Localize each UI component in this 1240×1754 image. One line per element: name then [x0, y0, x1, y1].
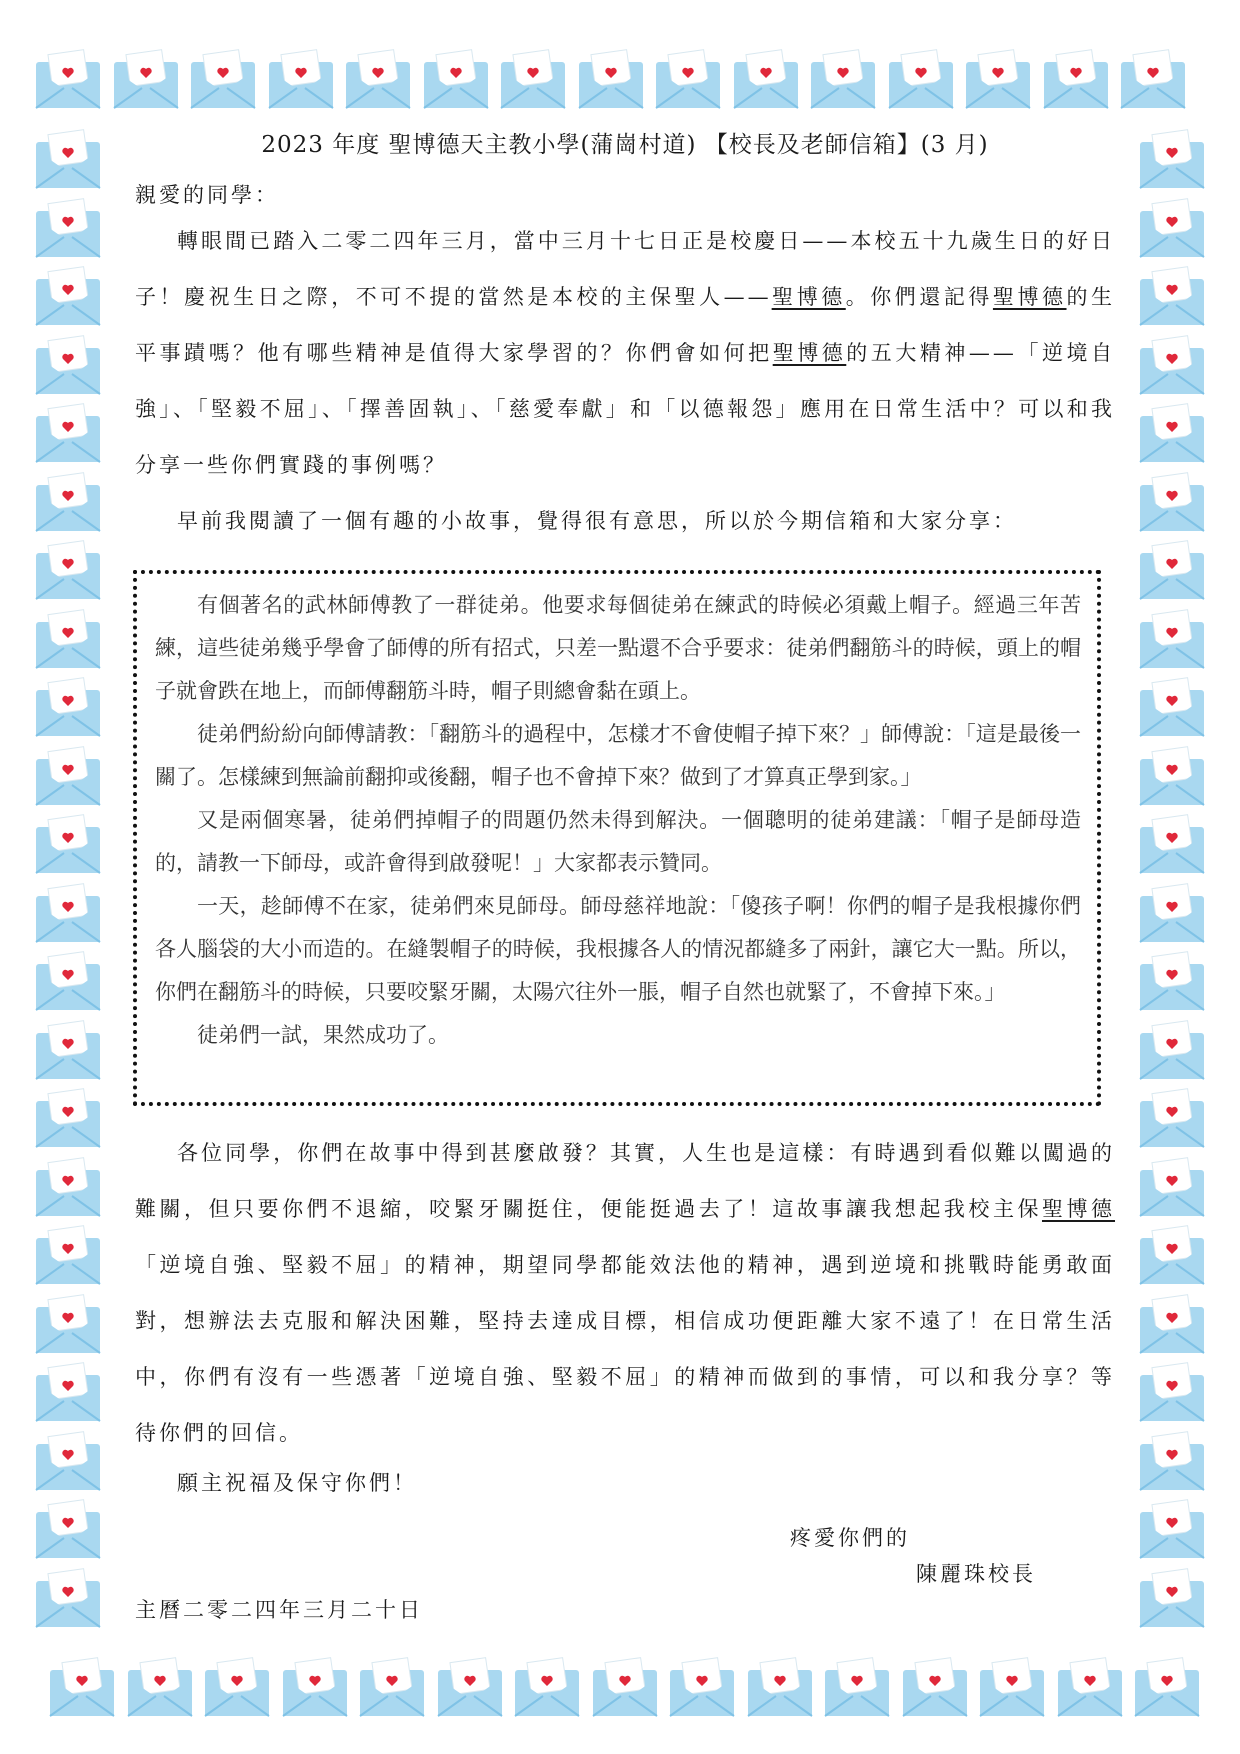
envelope-heart-icon [34, 197, 102, 259]
envelope-heart-icon [1056, 1656, 1124, 1718]
envelope-heart-icon [1119, 48, 1187, 110]
reflection-text-b: 「逆境自強、堅毅不屈」的精神，期望同學都能效法他的精神，遇到逆境和挑戰時能勇敢面對，想辦法去克服和解決困難，堅持去達成目標，相信成功便距離大家不遠了！在日常生活中，你們有沒有一些憑著「逆境自強、堅毅不屈」的精神而做到的事情，可以和我分享？等待你們的回信。 [135, 1253, 1115, 1445]
reflection-text-a: 各位同學，你們在故事中得到甚麼啟發？其實，人生也是這樣：有時遇到看似難以闖過的難關，但只要你們不退縮，咬緊牙關挺住，便能挺過去了！這故事讓我想起我校主保 [135, 1141, 1115, 1221]
saint-name-2: 聖博德 [992, 285, 1067, 309]
envelope-heart-icon [513, 1656, 581, 1718]
blessing: 願主祝福及保守你們！ [177, 1471, 417, 1495]
story-paragraph-3: 又是兩個寒暑，徒弟們掉帽子的問題仍然未得到解決。一個聰明的徒弟建議：「帽子是師母造的，請教一下師母，或許會得到啟發呢！」大家都表示贊同。 [155, 808, 1081, 875]
envelope-heart-icon [499, 48, 567, 110]
story-paragraph-2: 徒弟們紛紛向師傅請教：「翻筋斗的過程中，怎樣才不會使帽子掉下來？」師傅說：「這是最後一關了。怎樣練到無論前翻抑或後翻，帽子也不會掉下來？做到了才算真正學到家。」 [155, 722, 1081, 789]
envelope-heart-icon [978, 1656, 1046, 1718]
envelope-heart-icon [1138, 608, 1206, 670]
envelope-heart-icon [1138, 402, 1206, 464]
saint-name-1: 聖博德 [771, 285, 846, 309]
envelope-heart-icon [1138, 950, 1206, 1012]
envelope-heart-icon [34, 1156, 102, 1218]
envelope-heart-icon [591, 1656, 659, 1718]
envelope-heart-icon [34, 745, 102, 807]
envelope-heart-icon [34, 334, 102, 396]
envelope-heart-icon [189, 48, 257, 110]
envelope-heart-icon [1138, 1019, 1206, 1081]
envelope-heart-icon [1133, 1656, 1201, 1718]
envelope-heart-icon [1138, 128, 1206, 190]
envelope-heart-icon [34, 1567, 102, 1629]
envelope-heart-icon [668, 1656, 736, 1718]
letter-title: 2023 年度 聖博德天主教小學(蒲崗村道) 【校長及老師信箱】(3 月) [261, 132, 989, 158]
envelope-heart-icon [577, 48, 645, 110]
greeting: 親愛的同學： [135, 183, 279, 207]
envelope-heart-icon [34, 950, 102, 1012]
envelope-heart-icon [1138, 197, 1206, 259]
story-box [133, 570, 1101, 1106]
envelope-heart-icon [1138, 334, 1206, 396]
envelope-heart-icon [112, 48, 180, 110]
letter-date: 主曆二零二四年三月二十日 [135, 1598, 423, 1622]
envelope-heart-icon [1138, 265, 1206, 327]
envelope-heart-icon [34, 128, 102, 190]
envelope-heart-icon [34, 813, 102, 875]
envelope-heart-icon [1138, 1567, 1206, 1629]
envelope-heart-icon [267, 48, 335, 110]
intro-paragraph-2: 早前我閱讀了一個有趣的小故事，覺得很有意思，所以於今期信箱和大家分享： [177, 509, 1017, 533]
envelope-heart-icon [823, 1656, 891, 1718]
intro-text-c: 的生平事蹟嗎？他有哪些精神是值得大家學習的？你們會如何把 [135, 285, 1116, 365]
envelope-heart-icon [34, 676, 102, 738]
envelope-heart-icon [34, 1224, 102, 1286]
envelope-heart-icon [34, 1087, 102, 1149]
envelope-heart-icon [34, 1019, 102, 1081]
envelope-heart-icon [48, 1656, 116, 1718]
envelope-heart-icon [1138, 1430, 1206, 1492]
intro-paragraph-1 [135, 213, 1115, 493]
signature: 陳麗珠校長 [916, 1562, 1036, 1586]
envelope-heart-icon [34, 265, 102, 327]
envelope-heart-icon [1138, 471, 1206, 533]
envelope-heart-icon [358, 1656, 426, 1718]
envelope-heart-icon [126, 1656, 194, 1718]
envelope-heart-icon [1138, 1224, 1206, 1286]
envelope-heart-icon [809, 48, 877, 110]
envelope-heart-icon [1138, 1361, 1206, 1423]
envelope-heart-icon [34, 471, 102, 533]
envelope-heart-icon [1042, 48, 1110, 110]
story-paragraph-5: 徒弟們一試，果然成功了。 [197, 1023, 449, 1047]
envelope-heart-icon [1138, 1156, 1206, 1218]
envelope-heart-icon [1138, 1087, 1206, 1149]
envelope-heart-icon [34, 402, 102, 464]
envelope-heart-icon [1138, 882, 1206, 944]
reflection-paragraph [135, 1125, 1115, 1461]
envelope-heart-icon [1138, 745, 1206, 807]
letter-body [135, 125, 1115, 549]
intro-text-d: 的五大精神——「逆境自強」、「堅毅不屈」、「擇善固執」、「慈愛奉獻」和「以德報怨」應用在日常生活中？可以和我分享一些你們實踐的事例嗎？ [135, 341, 1116, 477]
envelope-heart-icon [901, 1656, 969, 1718]
envelope-heart-icon [1138, 1293, 1206, 1355]
envelope-heart-icon [34, 539, 102, 601]
envelope-heart-icon [344, 48, 412, 110]
envelope-heart-icon [436, 1656, 504, 1718]
envelope-heart-icon [34, 1430, 102, 1492]
envelope-heart-icon [887, 48, 955, 110]
saint-name-4: 聖博德 [1041, 1197, 1116, 1221]
envelope-heart-icon [34, 1361, 102, 1423]
envelope-heart-icon [34, 608, 102, 670]
story-paragraph-4: 一天，趁師傅不在家，徒弟們來見師母。師母慈祥地說：「傻孩子啊！你們的帽子是我根據你們各人腦袋的大小而造的。在縫製帽子的時候，我根據各人的情況都縫多了兩針，讓它大一點。所以，你們在翻筋斗的時候，只要咬緊牙關，太陽穴往外一脹，帽子自然也就緊了，不會掉下來。」 [155, 894, 1081, 1004]
envelope-heart-icon [654, 48, 722, 110]
envelope-heart-icon [1138, 676, 1206, 738]
envelope-heart-icon [203, 1656, 271, 1718]
intro-text-b: 。你們還記得 [845, 285, 993, 309]
envelope-heart-icon [1138, 1498, 1206, 1560]
reflection-section [135, 1125, 1115, 1505]
envelope-heart-icon [964, 48, 1032, 110]
saint-name-3: 聖博德 [772, 341, 847, 365]
intro-text-a: 轉眼間已踏入二零二四年三月，當中三月十七日正是校慶日——本校五十九歲生日的好日子！慶祝生日之際，不可不提的當然是本校的主保聖人—— [135, 229, 1115, 309]
envelope-heart-icon [746, 1656, 814, 1718]
envelope-heart-icon [732, 48, 800, 110]
story-paragraph-1: 有個著名的武林師傅教了一群徒弟。他要求每個徒弟在練武的時候必須戴上帽子。經過三年苦練，這些徒弟幾乎學會了師傅的所有招式，只差一點還不合乎要求：徒弟們翻筋斗的時候，頭上的帽子就會跌在地上，而師傅翻筋斗時，帽子則總會黏在頭上。 [155, 593, 1081, 703]
envelope-heart-icon [422, 48, 490, 110]
envelope-heart-icon [34, 1293, 102, 1355]
envelope-heart-icon [34, 882, 102, 944]
envelope-heart-icon [281, 1656, 349, 1718]
envelope-heart-icon [34, 48, 102, 110]
closing-line: 疼愛你們的 [790, 1526, 910, 1550]
envelope-heart-icon [34, 1498, 102, 1560]
envelope-heart-icon [1138, 813, 1206, 875]
envelope-heart-icon [1138, 539, 1206, 601]
